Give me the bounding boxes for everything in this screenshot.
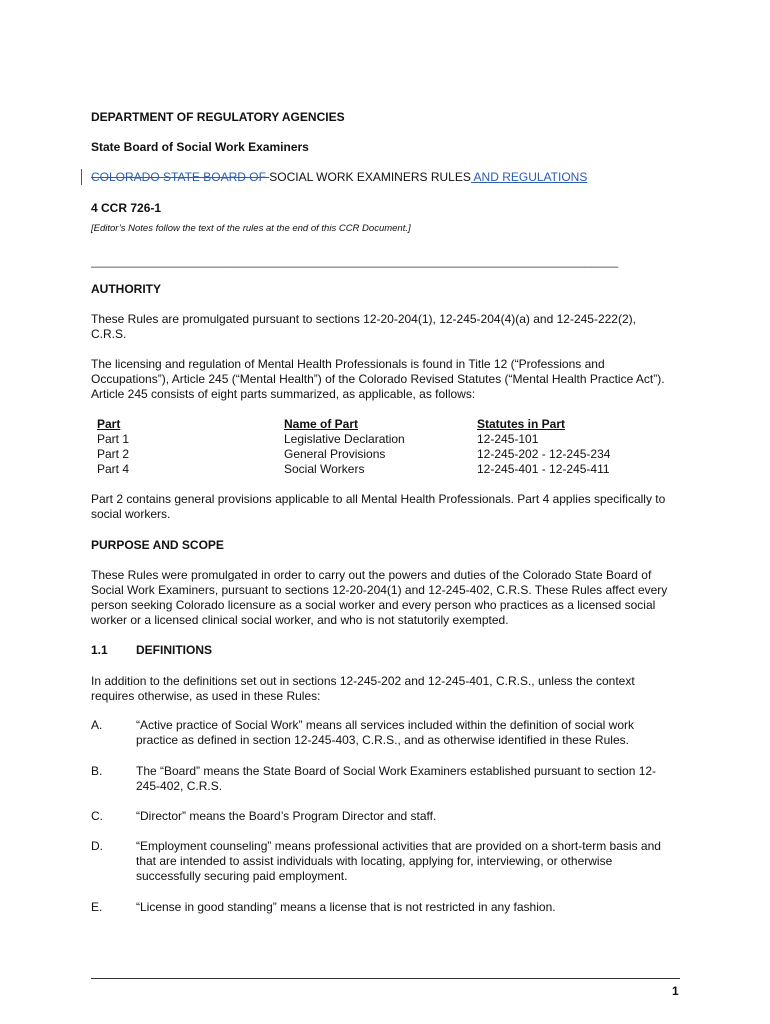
page-number: 1 (672, 984, 679, 998)
footer-divider (91, 978, 680, 979)
table-cell: Part 2 (97, 447, 130, 461)
table-cell: Social Workers (284, 462, 365, 476)
table-header: Statutes in Part (477, 417, 566, 431)
item-text: “Active practice of Social Work” means all services included within the definition of social work practice as defined in section 12-245-403, C.R.S., and as otherwise identified in these Rules. (136, 718, 634, 747)
authority-para-3: Part 2 contains general provisions applicable to all Mental Health Professionals. Part 4 applies specifically to social workers. (91, 492, 666, 521)
definition-item (91, 809, 681, 824)
item-letter: B. (91, 764, 103, 778)
separator-line: _______________________________________________________________________________ (91, 254, 619, 268)
title-text: SOCIAL WORK EXAMINERS RULES (269, 170, 471, 184)
section-number: 1.1 (91, 643, 108, 657)
table-cell: Part 1 (97, 432, 130, 446)
board-name: State Board of Social Work Examiners (91, 140, 309, 154)
table-cell: Part 4 (97, 462, 130, 476)
table-cell: 12-245-202 - 12-245-234 (477, 447, 611, 461)
item-letter: C. (91, 809, 103, 823)
deleted-text: COLORADO STATE BOARD OF (91, 170, 270, 184)
definitions-heading (91, 643, 681, 658)
authority-para-1: These Rules are promulgated pursuant to sections 12-20-204(1), 12-245-204(4)(a) and 12-245-222(2), C.R.S. (91, 312, 636, 341)
authority-para-2: The licensing and regulation of Mental Health Professionals is found in Title 12 (“Professions and Occupations”), Article 245 (“Mental Health”) of the Colorado Revised Statutes (“Mental Health Practice Act”). Article 245 consists of eight parts summarized, as applicable, as follows: (91, 357, 665, 401)
definition-item (91, 764, 681, 794)
table-header: Name of Part (284, 417, 359, 431)
definition-item (91, 839, 681, 884)
item-text: “Director” means the Board’s Program Director and staff. (136, 809, 437, 823)
item-text: The “Board” means the State Board of Social Work Examiners established pursuant to section 12-245-402, C.R.S. (136, 764, 657, 793)
authority-heading: AUTHORITY (91, 282, 161, 296)
definition-item (91, 900, 681, 915)
table-cell: General Provisions (284, 447, 386, 461)
item-letter: D. (91, 839, 103, 853)
definition-item (91, 718, 681, 748)
inserted-text: AND REGULATIONS (470, 170, 588, 184)
table-cell: 12-245-101 (477, 432, 539, 446)
section-title: DEFINITIONS (136, 643, 213, 657)
item-text: “License in good standing” means a license that is not restricted in any fashion. (136, 900, 556, 914)
table-cell: 12-245-401 - 12-245-411 (477, 462, 610, 476)
table-header: Part (97, 417, 121, 431)
rules-title (91, 170, 681, 185)
editor-note: [Editor’s Notes follow the text of the rules at the end of this CCR Document.] (91, 223, 411, 234)
definitions-intro: In addition to the definitions set out in sections 12-245-202 and 12-245-401, C.R.S., unless the context requires otherwise, as used in these Rules: (91, 674, 635, 703)
table-cell: Legislative Declaration (284, 432, 405, 446)
item-text: “Employment counseling” means professional activities that are provided on a short-term basis and that are intended to assist individuals with locating, applying for, interviewing, or otherwise successfully securing paid employment. (136, 839, 661, 883)
item-letter: E. (91, 900, 103, 914)
item-letter: A. (91, 718, 103, 732)
ccr-number: 4 CCR 726-1 (91, 201, 162, 215)
department-heading: DEPARTMENT OF REGULATORY AGENCIES (91, 110, 345, 124)
purpose-para: These Rules were promulgated in order to carry out the powers and duties of the Colorado State Board of Social Work Examiners, pursuant to sections 12-20-204(1) and 12-245-402, C.R.S. These Rules affect every person seeking Colorado licensure as a social worker and every person who practices as a licensed social worker or a licensed clinical social worker, and who is not statutorily exempted. (91, 568, 668, 627)
change-bar (81, 169, 82, 185)
purpose-heading: PURPOSE AND SCOPE (91, 538, 224, 552)
